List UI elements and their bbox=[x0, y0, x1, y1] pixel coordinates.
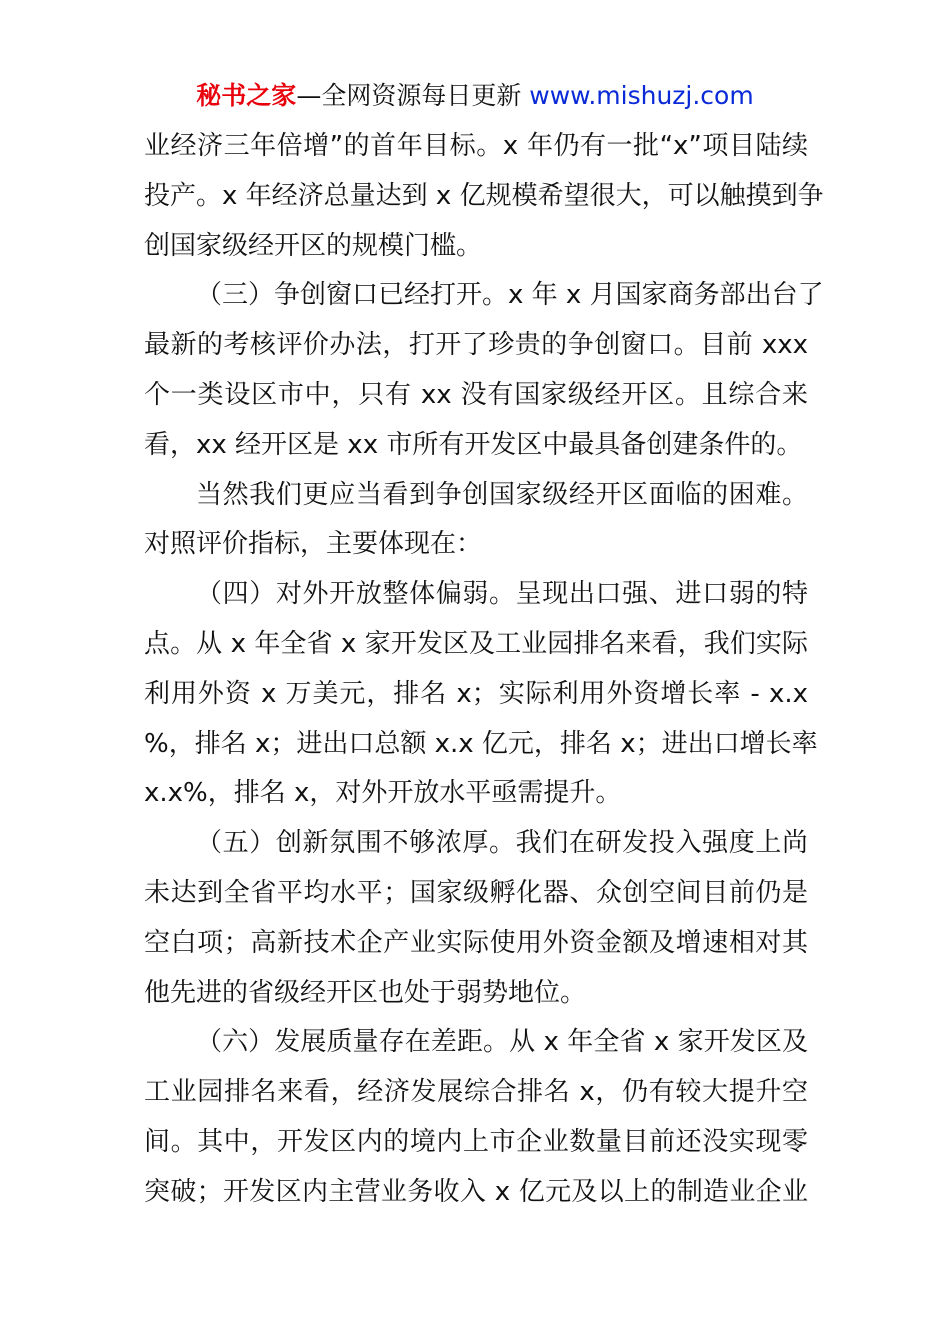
text-line: 间。其中，开发区内的境内上市企业数量目前还没实现零 bbox=[144, 1126, 808, 1157]
text-line: x.x%，排名 x，对外开放水平亟需提升。 bbox=[144, 778, 622, 809]
text-line: 看，xx 经开区是 xx 市所有开发区中最具备创建条件的。 bbox=[144, 429, 803, 460]
text-line: 未达到全省平均水平；国家级孵化器、众创空间目前仍是 bbox=[144, 877, 808, 908]
text-line: （六）发展质量存在差距。从 x 年全省 x 家开发区及 bbox=[196, 1027, 808, 1058]
brand-name: 秘书之家 bbox=[196, 81, 297, 110]
site-url[interactable]: www.mishuzj.com bbox=[529, 81, 754, 110]
text-line: 空白项；高新技术企产业实际使用外资金额及增速相对其 bbox=[144, 927, 808, 958]
page-header bbox=[0, 78, 950, 114]
text-line: 个一类设区市中，只有 xx 没有国家级经开区。且综合来 bbox=[144, 379, 808, 410]
document-body bbox=[144, 122, 824, 1218]
text-line: （四）对外开放整体偏弱。呈现出口强、进口弱的特 bbox=[196, 579, 808, 610]
text-line: 利用外资 x 万美元，排名 x；实际利用外资增长率 - x.x bbox=[144, 678, 808, 709]
text-line: %，排名 x；进出口总额 x.x 亿元，排名 x；进出口增长率 bbox=[144, 728, 818, 759]
text-line: 当然我们更应当看到争创国家级经开区面临的困难。 bbox=[196, 479, 808, 510]
text-line: 投产。x 年经济总量达到 x 亿规模希望很大，可以触摸到争 bbox=[144, 180, 824, 211]
text-line: （三）争创窗口已经打开。x 年 x 月国家商务部出台了 bbox=[196, 280, 824, 311]
header-tagline: —全网资源每日更新 bbox=[296, 81, 522, 110]
text-line: 创国家级经开区的规模门槛。 bbox=[144, 230, 483, 261]
text-line: （五）创新氛围不够浓厚。我们在研发投入强度上尚 bbox=[196, 828, 808, 859]
text-line: 他先进的省级经开区也处于弱势地位。 bbox=[144, 977, 587, 1008]
text-line: 点。从 x 年全省 x 家开发区及工业园排名来看，我们实际 bbox=[144, 628, 808, 659]
text-line: 最新的考核评价办法，打开了珍贵的争创窗口。目前 xxx bbox=[144, 330, 808, 361]
text-line: 突破；开发区内主营业务收入 x 亿元及以上的制造业企业 bbox=[144, 1176, 808, 1207]
text-line: 工业园排名来看，经济发展综合排名 x，仍有较大提升空 bbox=[144, 1077, 808, 1108]
text-line: 对照评价指标，主要体现在： bbox=[144, 529, 483, 560]
text-line: 业经济三年倍增”的首年目标。x 年仍有一批“x”项目陆续 bbox=[144, 131, 808, 161]
